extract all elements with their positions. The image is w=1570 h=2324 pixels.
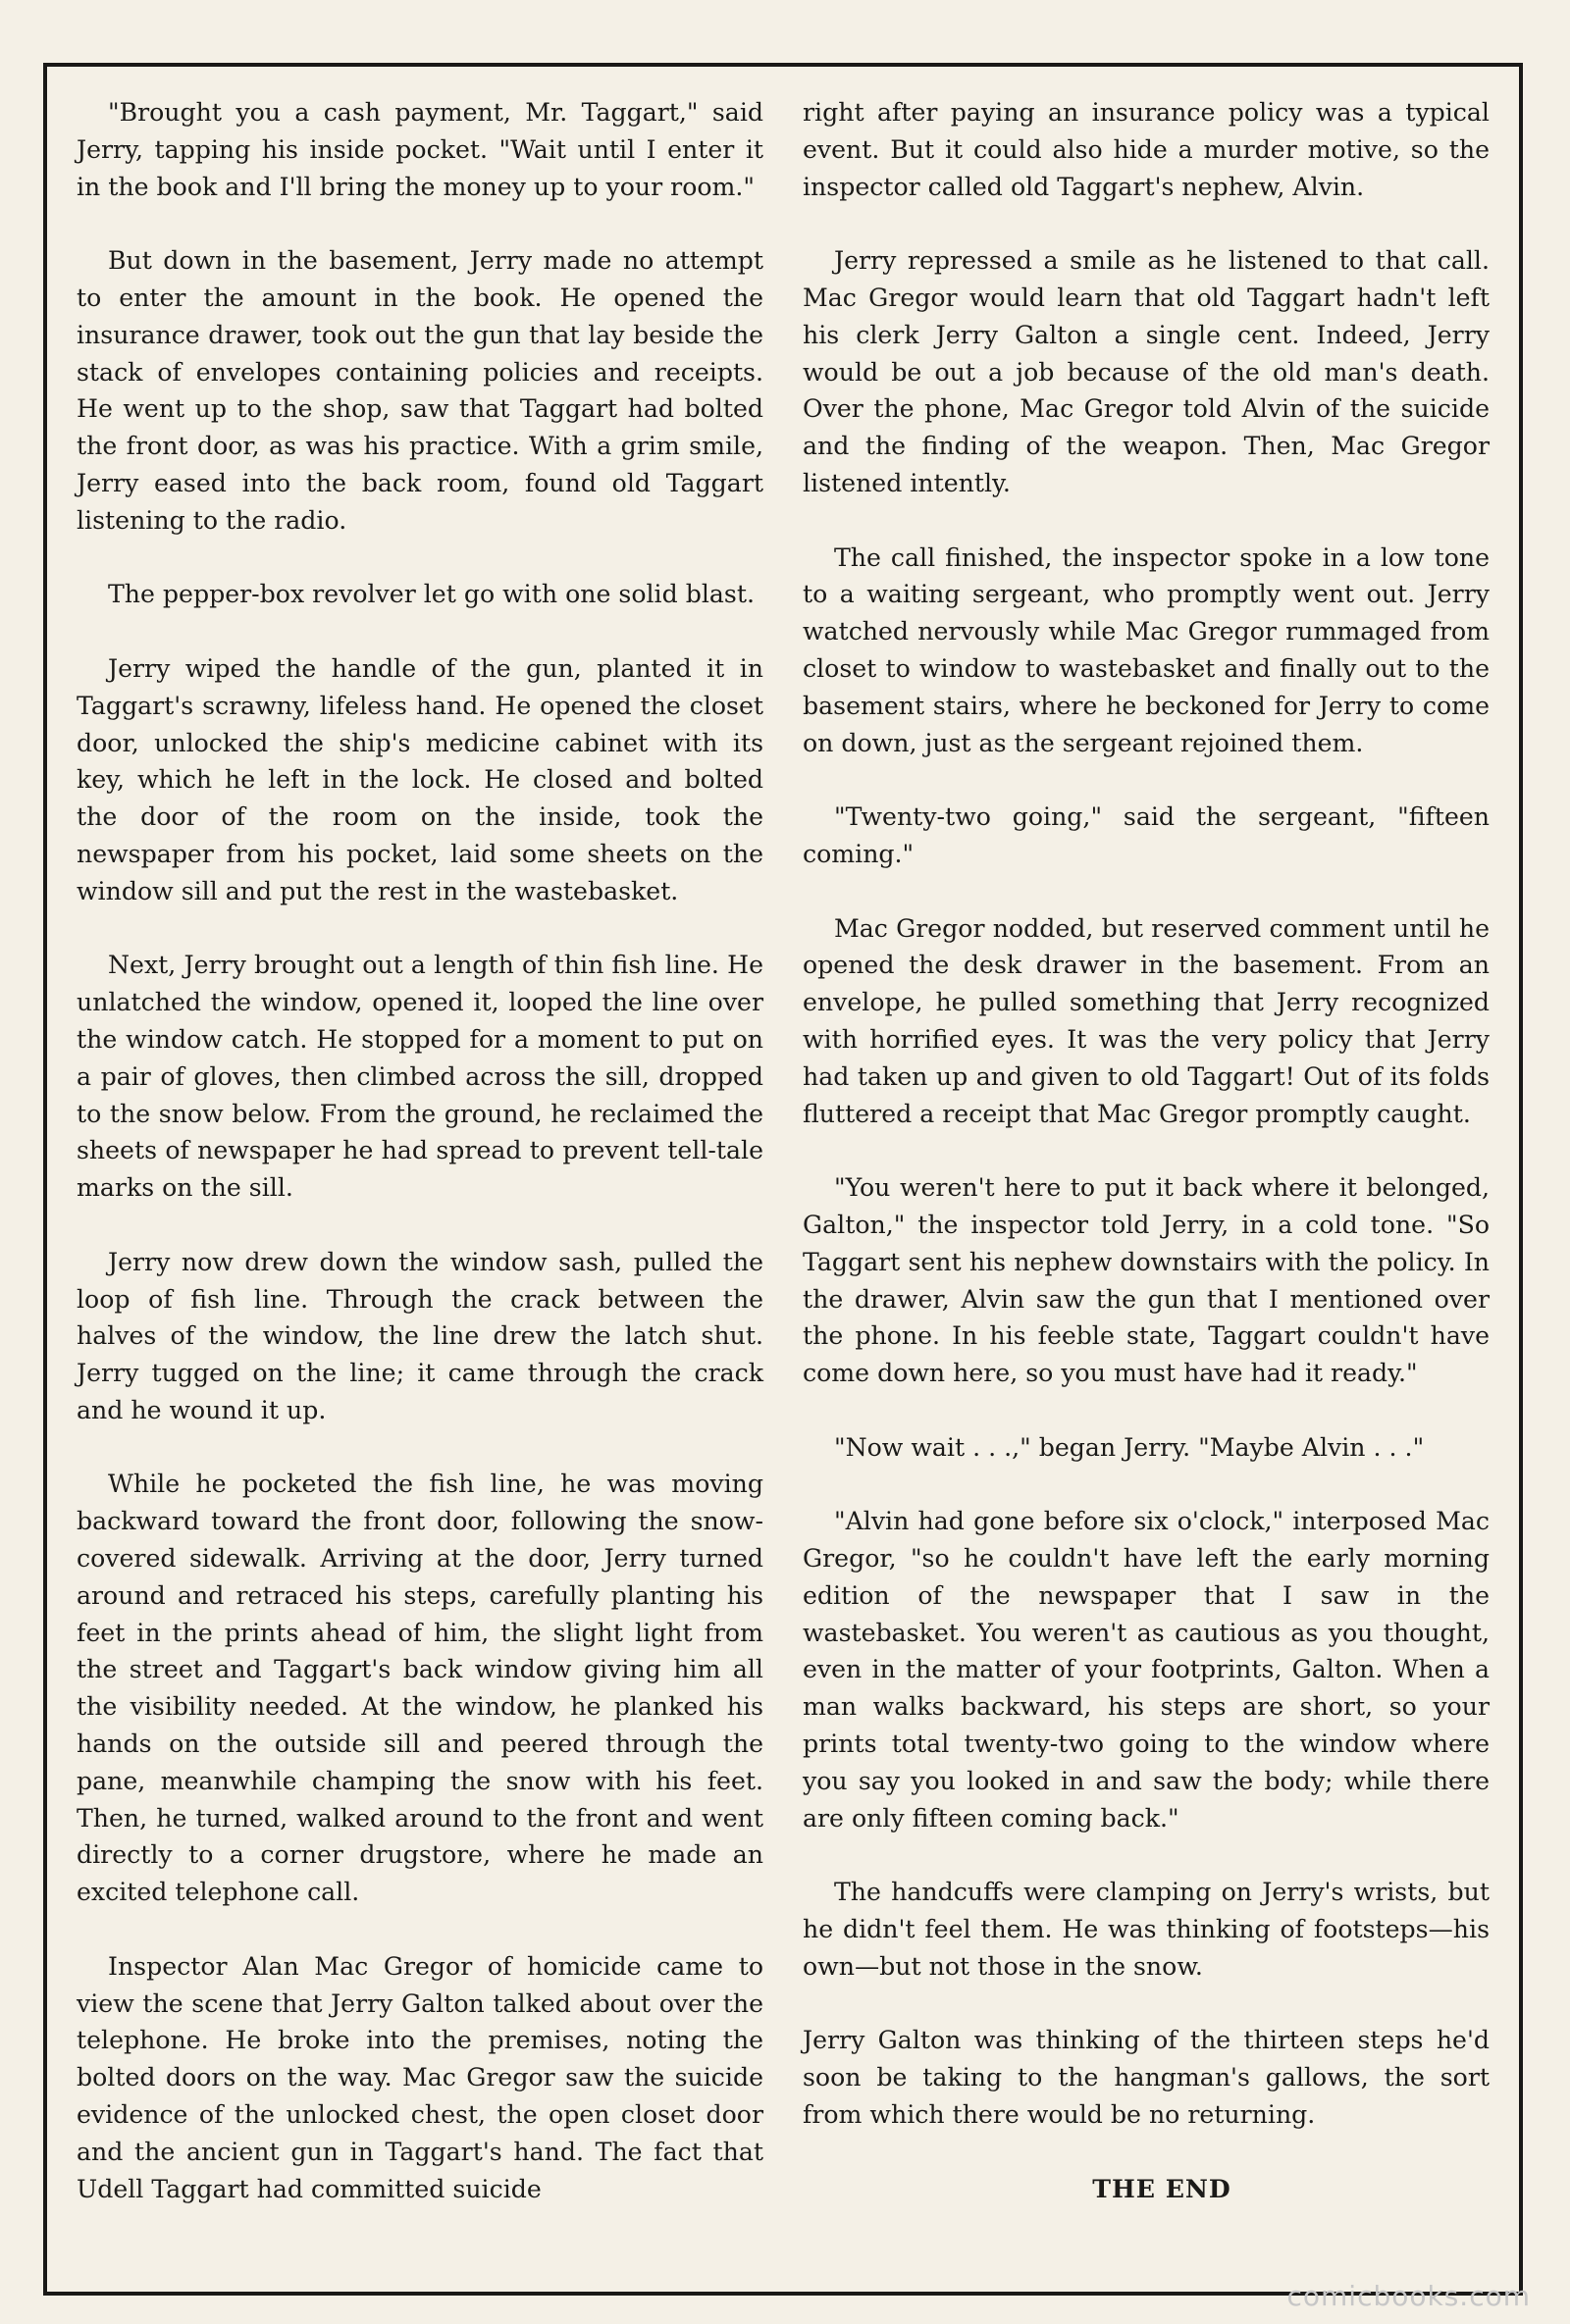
- story-paragraph: Jerry repressed a smile as he listened to that call. Mac Gregor would learn that old Taggart hadn't left his clerk Jerry Galton a single cent. Indeed, Jerry would be out a job because of the old man's death. Over the phone, Mac Gregor told Alvin of the suicide and the finding of the weapon. Then, Mac Gregor listened intently.: [803, 246, 1490, 497]
- story-paragraph: "You weren't here to put it back where it belonged, Galton," the inspector told Jerry, in a cold tone. "So Taggart sent his nephew downstairs with the policy. In the drawer, Alvin saw the gun that I mentioned over the phone. In his feeble state, Taggart couldn't have come down here, so you must have had it ready.": [803, 1173, 1490, 1388]
- story-paragraph: "Alvin had gone before six o'clock," interposed Mac Gregor, "so he couldn't have left the early morning edition of the newspaper that I saw in the wastebasket. You weren't as cautious as you thought, even in the matter of your footprints, Galton. When a man walks backward, his steps are short, so your prints total twenty-two going to the window where you say you looked in and saw the body; while there are only fifteen coming back.": [803, 1507, 1490, 1833]
- story-paragraph: But down in the basement, Jerry made no attempt to enter the amount in the book. He opened the insurance drawer, took out the gun that lay beside the stack of envelopes containing policies and receipts. He went up to the shop, saw that Taggart had bolted the front door, as was his practice. With a grim smile, Jerry eased into the back room, found old Taggart listening to the radio.: [77, 246, 763, 535]
- story-paragraph: Mac Gregor nodded, but reserved comment until he opened the desk drawer in the basement. From an envelope, he pulled something that Jerry recognized with horrified eyes. It was the very policy that Jerry had taken up and given to old Taggart! Out of its folds fluttered a receipt that Mac Gregor promptly caught.: [803, 913, 1490, 1128]
- story-paragraph: The call finished, the inspector spoke in a low tone to a waiting sergeant, who promptly went out. Jerry watched nervously while Mac Gregor rummaged from closet to window to wastebasket and finally out to the basement stairs, where he beckoned for Jerry to come on down, just as the sergeant rejoined them.: [803, 542, 1490, 757]
- story-paragraph: Inspector Alan Mac Gregor of homicide came to view the scene that Jerry Galton talked about over the telephone. He broke into the premises, noting the bolted doors on the way. Mac Gregor saw the suicide evidence of the unlocked chest, the open closet door and the ancient gun in Taggart's hand. The fact that Udell Taggart had committed suicide: [77, 1951, 763, 2203]
- page-frame: [43, 63, 1523, 2296]
- right-column: [803, 94, 1490, 2245]
- story-paragraph: right after paying an insurance policy was a typical event. But it could also hide a murder motive, so the inspector called old Taggart's nephew, Alvin.: [803, 98, 1490, 201]
- story-paragraph: "Brought you a cash payment, Mr. Taggart," said Jerry, tapping his inside pocket. "Wait until I enter it in the book and I'll bring the money up to your room.": [77, 98, 763, 201]
- story-paragraph: The pepper-box revolver let go with one solid blast.: [108, 580, 755, 609]
- watermark: comicbooks.com: [1286, 2280, 1531, 2312]
- the-end-label: THE END: [1092, 2173, 1231, 2203]
- story-paragraph: Jerry wiped the handle of the gun, planted it in Taggart's scrawny, lifeless hand. He opened the closet door, unlocked the ship's medicine cabinet with its key, which he left in the lock. He closed and bolted the door of the room on the inside, took the newspaper from his pocket, laid some sheets on the window sill and put the rest in the wastebasket.: [77, 653, 763, 905]
- story-paragraph: "Twenty-two going," said the sergeant, "fifteen coming.": [803, 802, 1490, 868]
- left-column: [77, 94, 763, 2245]
- story-paragraph: While he pocketed the fish line, he was moving backward toward the front door, following the snow-covered sidewalk. Arriving at the door, Jerry turned around and retraced his steps, carefully planting his feet in the prints ahead of him, the slight light from the street and Taggart's back window giving him all the visibility needed. At the window, he planked his hands on the outside sill and peered through the pane, meanwhile champing the snow with his feet. Then, he turned, walked around to the front and went directly to a corner drugstore, where he made an excited telephone call.: [77, 1470, 763, 1907]
- story-paragraph: Next, Jerry brought out a length of thin fish line. He unlatched the window, opened it, looped the line over the window catch. He stopped for a moment to put on a pair of gloves, then climbed across the sill, dropped to the snow below. From the ground, he reclaimed the sheets of newspaper he had spread to prevent tell-tale marks on the sill.: [77, 951, 763, 1203]
- story-paragraph: Jerry now drew down the window sash, pulled the loop of fish line. Through the crack between the halves of the window, the line drew the latch shut. Jerry tugged on the line; it came through the crack and he wound it up.: [77, 1247, 763, 1424]
- story-paragraph: Jerry Galton was thinking of the thirteen steps he'd soon be taking to the hangman's gallows, the sort from which there would be no returning.: [803, 2026, 1490, 2130]
- story-paragraph: "Now wait . . .," began Jerry. "Maybe Alvin . . .": [834, 1432, 1425, 1462]
- story-paragraph: The handcuffs were clamping on Jerry's wrists, but he didn't feel them. He was thinking of footsteps—his own—but not those in the snow.: [803, 1878, 1490, 1981]
